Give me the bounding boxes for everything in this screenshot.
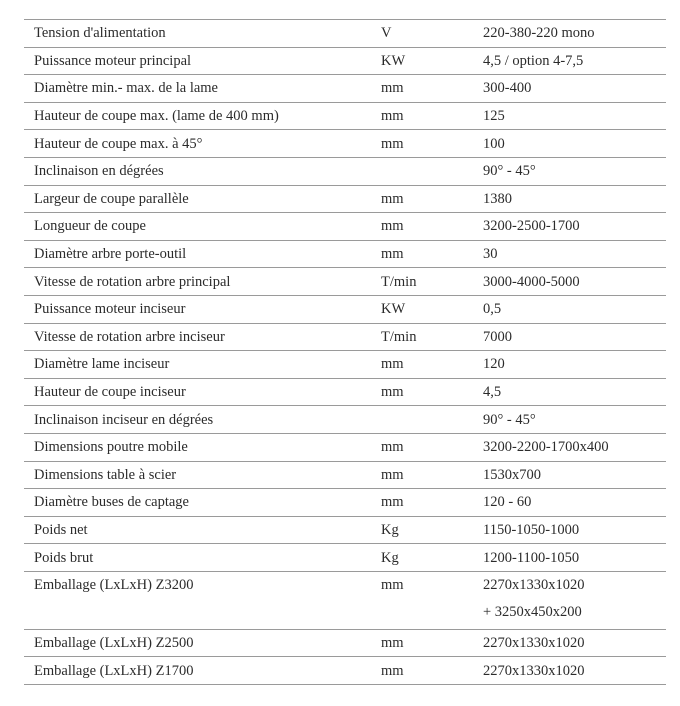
spec-value-line: 4,5 / option 4-7,5: [483, 52, 584, 69]
spec-value-line: 3000-4000-5000: [483, 273, 580, 290]
spec-value-line: 0,5: [483, 301, 502, 318]
table-row: [24, 323, 666, 351]
spec-label: Emballage (LxLxH) Z1700: [34, 662, 194, 679]
spec-unit: mm: [381, 246, 404, 263]
spec-value: [478, 461, 666, 489]
table-row: [24, 240, 666, 268]
table-row: [24, 185, 666, 213]
table-row: [24, 213, 666, 241]
spec-value-line: 2270x1330x1020: [483, 635, 585, 652]
spec-unit: mm: [381, 356, 404, 373]
table-row: [24, 433, 666, 461]
spec-value: [478, 130, 666, 158]
spec-value-line: 1200-1100-1050: [483, 549, 580, 566]
spec-label: Tension d'alimentation: [34, 25, 166, 42]
spec-unit: Kg: [381, 549, 399, 566]
table-row: [24, 295, 666, 323]
spec-unit: KW: [381, 301, 406, 318]
spec-unit: mm: [381, 80, 404, 97]
spec-unit: mm: [381, 135, 404, 152]
spec-value: [478, 47, 666, 75]
spec-unit: mm: [381, 662, 404, 679]
spec-value-line: 300-400: [483, 80, 532, 97]
spec-unit: V: [381, 25, 392, 42]
spec-value: [478, 157, 666, 185]
spec-label: Dimensions poutre mobile: [34, 439, 188, 456]
spec-value-line: 1150-1050-1000: [483, 521, 580, 538]
spec-value: [478, 406, 666, 434]
spec-label: Vitesse de rotation arbre principal: [34, 273, 231, 290]
spec-label: Diamètre arbre porte-outil: [34, 246, 187, 263]
spec-unit: [370, 157, 478, 185]
spec-label: Puissance moteur principal: [34, 52, 192, 69]
spec-value: [478, 20, 666, 48]
spec-value: [478, 75, 666, 103]
table-row: [24, 75, 666, 103]
table-row: [24, 351, 666, 379]
spec-unit: T/min: [381, 328, 417, 345]
table-row: [24, 157, 666, 185]
spec-value: [478, 516, 666, 544]
table-row: [24, 20, 666, 48]
spec-value: [478, 295, 666, 323]
spec-label: Diamètre buses de captage: [34, 494, 189, 511]
table-row: [24, 571, 666, 629]
spec-value-line: 4,5: [483, 384, 502, 401]
spec-value-line: 120 - 60: [483, 494, 532, 511]
spec-value-line: 125: [483, 108, 505, 125]
table-row: [24, 516, 666, 544]
spec-value-line: 3200-2200-1700x400: [483, 439, 609, 456]
spec-unit: mm: [381, 494, 404, 511]
table-row: [24, 489, 666, 517]
spec-value: [478, 489, 666, 517]
spec-unit: [370, 406, 478, 434]
spec-value: [478, 657, 666, 685]
specifications-table: [24, 19, 666, 685]
table-row: [24, 629, 666, 657]
spec-value-line: 2270x1330x1020: [483, 662, 585, 679]
spec-unit: Kg: [381, 521, 399, 538]
spec-value-line: + 3250x450x200: [483, 603, 582, 620]
spec-label: Poids brut: [34, 549, 94, 566]
table-row: [24, 657, 666, 685]
spec-value-line: 1530x700: [483, 466, 541, 483]
spec-unit: mm: [381, 190, 404, 207]
spec-label: Emballage (LxLxH) Z2500: [34, 635, 194, 652]
table-row: [24, 102, 666, 130]
spec-label: Diamètre min.- max. de la lame: [34, 80, 218, 97]
spec-value-line: 1380: [483, 190, 512, 207]
table-row: [24, 544, 666, 572]
table-row: [24, 268, 666, 296]
spec-value: [478, 213, 666, 241]
spec-value: [478, 351, 666, 379]
table-row: [24, 378, 666, 406]
table-row: [24, 461, 666, 489]
spec-unit: KW: [381, 52, 406, 69]
spec-label: Puissance moteur inciseur: [34, 301, 186, 318]
spec-value: [478, 185, 666, 213]
table-row: [24, 406, 666, 434]
spec-value-line: 3200-2500-1700: [483, 218, 580, 235]
spec-label: Inclinaison en dégrées: [34, 163, 164, 180]
spec-value-line: 220-380-220 mono: [483, 25, 595, 42]
spec-label: Inclinaison inciseur en dégrées: [34, 411, 214, 428]
specifications-table-body: [24, 20, 666, 685]
spec-label: Dimensions table à scier: [34, 466, 177, 483]
spec-value-line: 90° - 45°: [483, 411, 536, 428]
spec-label: Hauteur de coupe inciseur: [34, 384, 186, 401]
spec-value-line: 30: [483, 246, 498, 263]
spec-label: Largeur de coupe parallèle: [34, 190, 189, 207]
spec-value: [478, 102, 666, 130]
spec-label: Poids net: [34, 521, 88, 538]
spec-value: [478, 544, 666, 572]
spec-label: Diamètre lame inciseur: [34, 356, 170, 373]
spec-value: [478, 629, 666, 657]
spec-value-line: 7000: [483, 328, 512, 345]
spec-value: [478, 571, 666, 629]
spec-value: [478, 268, 666, 296]
spec-unit: T/min: [381, 273, 417, 290]
table-row: [24, 130, 666, 158]
spec-label: Emballage (LxLxH) Z3200: [34, 576, 194, 593]
spec-unit: mm: [381, 576, 404, 593]
spec-value-line: 90° - 45°: [483, 163, 536, 180]
spec-label: Hauteur de coupe max. à 45°: [34, 135, 203, 152]
table-row: [24, 47, 666, 75]
spec-unit: mm: [381, 108, 404, 125]
spec-value-line: 120: [483, 356, 505, 373]
spec-unit: mm: [381, 218, 404, 235]
spec-unit: mm: [381, 635, 404, 652]
spec-unit: mm: [381, 439, 404, 456]
spec-value-line: 2270x1330x1020: [483, 576, 585, 593]
spec-value: [478, 240, 666, 268]
spec-sheet: [24, 19, 666, 685]
spec-value-line: 100: [483, 135, 505, 152]
spec-unit: mm: [381, 466, 404, 483]
spec-label: Hauteur de coupe max. (lame de 400 mm): [34, 108, 279, 125]
spec-label: Longueur de coupe: [34, 218, 146, 235]
spec-value: [478, 378, 666, 406]
spec-value: [478, 323, 666, 351]
spec-unit: mm: [381, 384, 404, 401]
spec-label: Vitesse de rotation arbre inciseur: [34, 328, 225, 345]
spec-value: [478, 433, 666, 461]
